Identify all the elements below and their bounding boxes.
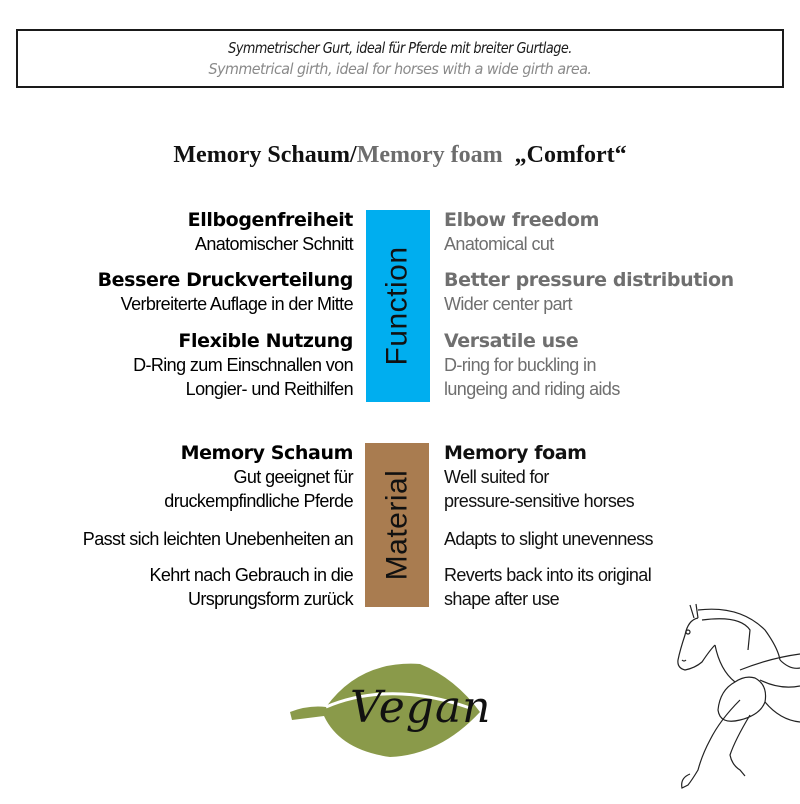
function-item-en [444,329,620,401]
feature-text-de: Longier- und Reithilfen [185,379,353,399]
intro-german: Symmetrischer Gurt, ideal für Pferde mit breiter Gurtlage. [228,39,572,57]
material-tag [365,443,429,607]
feature-text-en: Well suited for [444,467,549,487]
feature-text-en: lungeing and riding aids [444,379,620,399]
feature-title-de: Bessere Druckverteilung [97,269,353,291]
material-item-de [164,441,353,513]
feature-text-en: Reverts back into its original [444,565,652,585]
feature-text-en: shape after use [444,589,560,609]
feature-title-de: Ellbogenfreiheit [187,209,353,231]
function-item-en [444,208,599,256]
material-tag-label: Material [380,469,414,581]
intro-english: Symmetrical girth, ideal for horses with a wide girth area. [208,60,592,78]
feature-title-en: Elbow freedom [444,209,599,231]
material-item-de [149,563,353,611]
feature-text-en: Anatomical cut [444,234,554,254]
feature-title-de: Flexible Nutzung [178,330,353,352]
material-item-de [83,527,353,551]
feature-text-en: D-ring for buckling in [444,355,596,375]
material-item-en [444,441,634,513]
feature-text-en: Adapts to slight unevenness [444,529,653,549]
headline-german: Memory Schaum/ [173,142,357,168]
feature-title-de: Memory Schaum [180,442,353,464]
feature-title-en: Memory foam [444,442,587,464]
horse-sketch-icon [640,590,800,800]
function-item-en [444,268,734,316]
function-item-de [98,268,353,316]
function-tag-label: Function [381,246,415,366]
intro-box [16,29,784,88]
function-tag [366,210,430,402]
headline-english: Memory foam [356,142,503,168]
feature-text-de: Passt sich leichten Unebenheiten an [82,529,353,549]
feature-text-en: Wider center part [444,294,572,314]
feature-text-de: Anatomischer Schnitt [194,234,353,254]
material-item-en [444,563,651,611]
feature-text-de: Kehrt nach Gebrauch in die [149,565,353,585]
feature-text-de: D-Ring zum Einschnallen von [133,355,353,375]
feature-title-en: Better pressure distribution [444,269,734,291]
feature-text-de: Gut geeignet für [233,467,353,487]
material-item-en [444,527,653,551]
vegan-badge [280,650,510,770]
feature-text-de: Verbreiterte Auflage in der Mitte [120,294,353,314]
headline-product-name: „Comfort“ [514,142,627,168]
feature-text-en: pressure-sensitive horses [444,491,635,511]
function-item-de [133,329,353,401]
feature-title-en: Versatile use [444,330,579,352]
feature-text-de: Ursprungsform zurück [187,589,353,609]
function-item-de [188,208,353,256]
feature-text-de: druckempfindliche Pferde [164,491,353,511]
headline [0,142,800,169]
vegan-label: Vegan [350,682,492,733]
